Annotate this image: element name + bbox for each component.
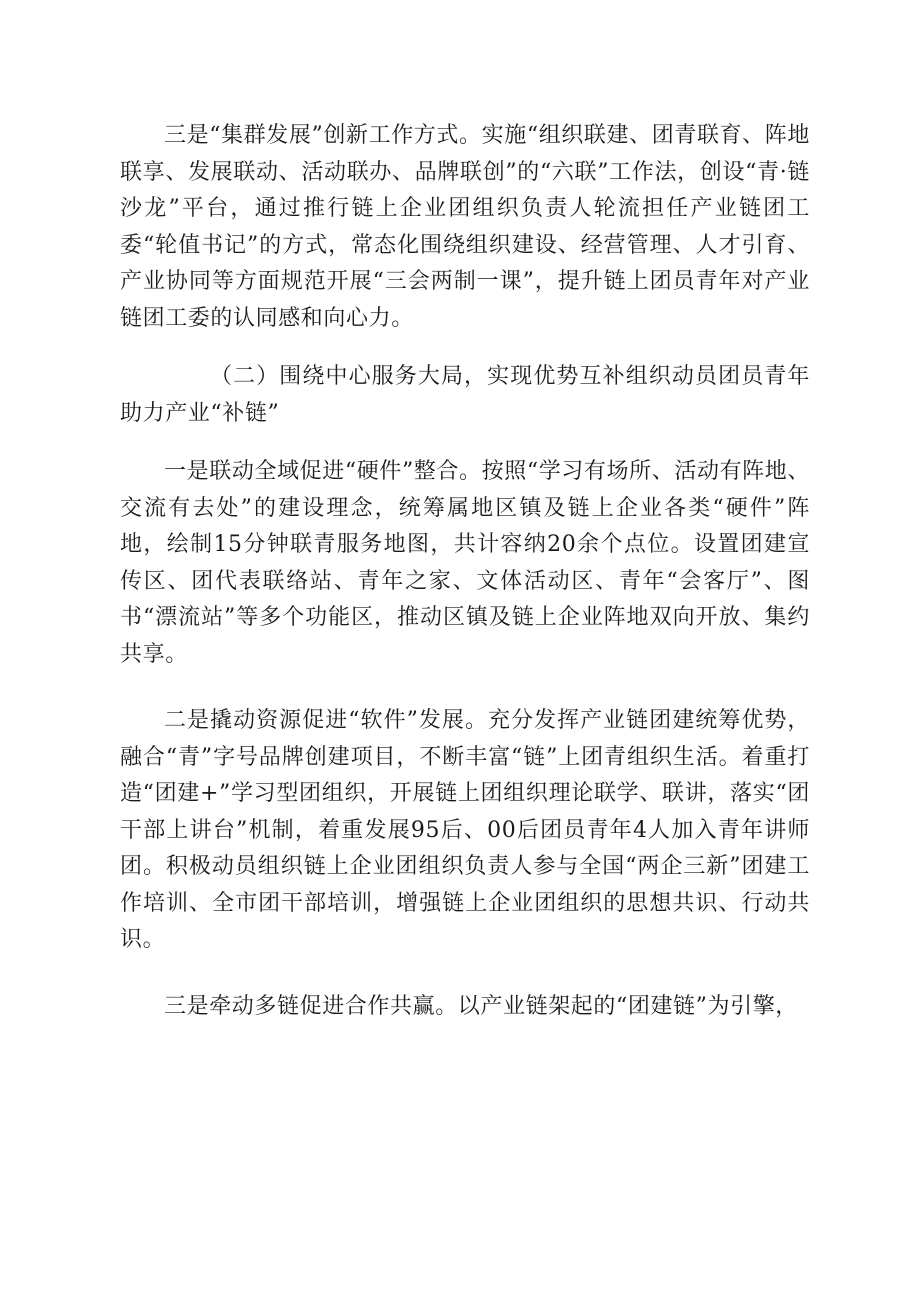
- paragraph-hardware-integration: 一是联动全域促进“硬件”整合。按照“学习有场所、活动有阵地、交流有去处”的建设理念，统筹属地区镇及链上企业各类“硬件”阵地，绘制15分钟联青服务地图，共计容纳20余个点位。设置团建宣传区、团代表联络站、青年之家、文体活动区、青年“会客厅”、图书“漂流站”等多个功能区，推动区镇及链上企业阵地双向开放、集约共享。: [120, 459, 810, 667]
- paragraph-multi-chain-cooperation: 三是牵动多链促进合作共赢。以产业链架起的“团建链”为引擎，: [164, 993, 798, 1019]
- paragraph-cluster-development: 三是“集群发展”创新工作方式。实施“组织联建、团青联育、阵地联享、发展联动、活动联办、品牌联创”的“六联”工作法，创设“青·链沙龙”平台，通过推行链上企业团组织负责人轮流担任产业链团工委“轮值书记”的方式，常态化围绕组织建设、经营管理、人才引育、产业协同等方面规范开展“三会两制一课”，提升链上团员青年对产业链团工委的认同感和向心力。: [120, 123, 810, 331]
- paragraph-software-development: 二是撬动资源促进“软件”发展。充分发挥产业链团建统筹优势，融合“青”字号品牌创建项目，不断丰富“链”上团青组织生活。着重打造“团建+”学习型团组织，开展链上团组织理论联学、联讲，落实“团干部上讲台”机制，着重发展95后、00后团员青年4人加入青年讲师团。积极动员组织链上企业团组织负责人参与全国“两企三新”团建工作培训、全市团干部培训，增强链上企业团组织的思想共识、行动共识。: [120, 708, 810, 952]
- document-page: [120, 118, 810, 1025]
- section-heading-two: （二）围绕中心服务大局，实现优势互补组织动员团员青年助力产业“补链”: [120, 364, 810, 426]
